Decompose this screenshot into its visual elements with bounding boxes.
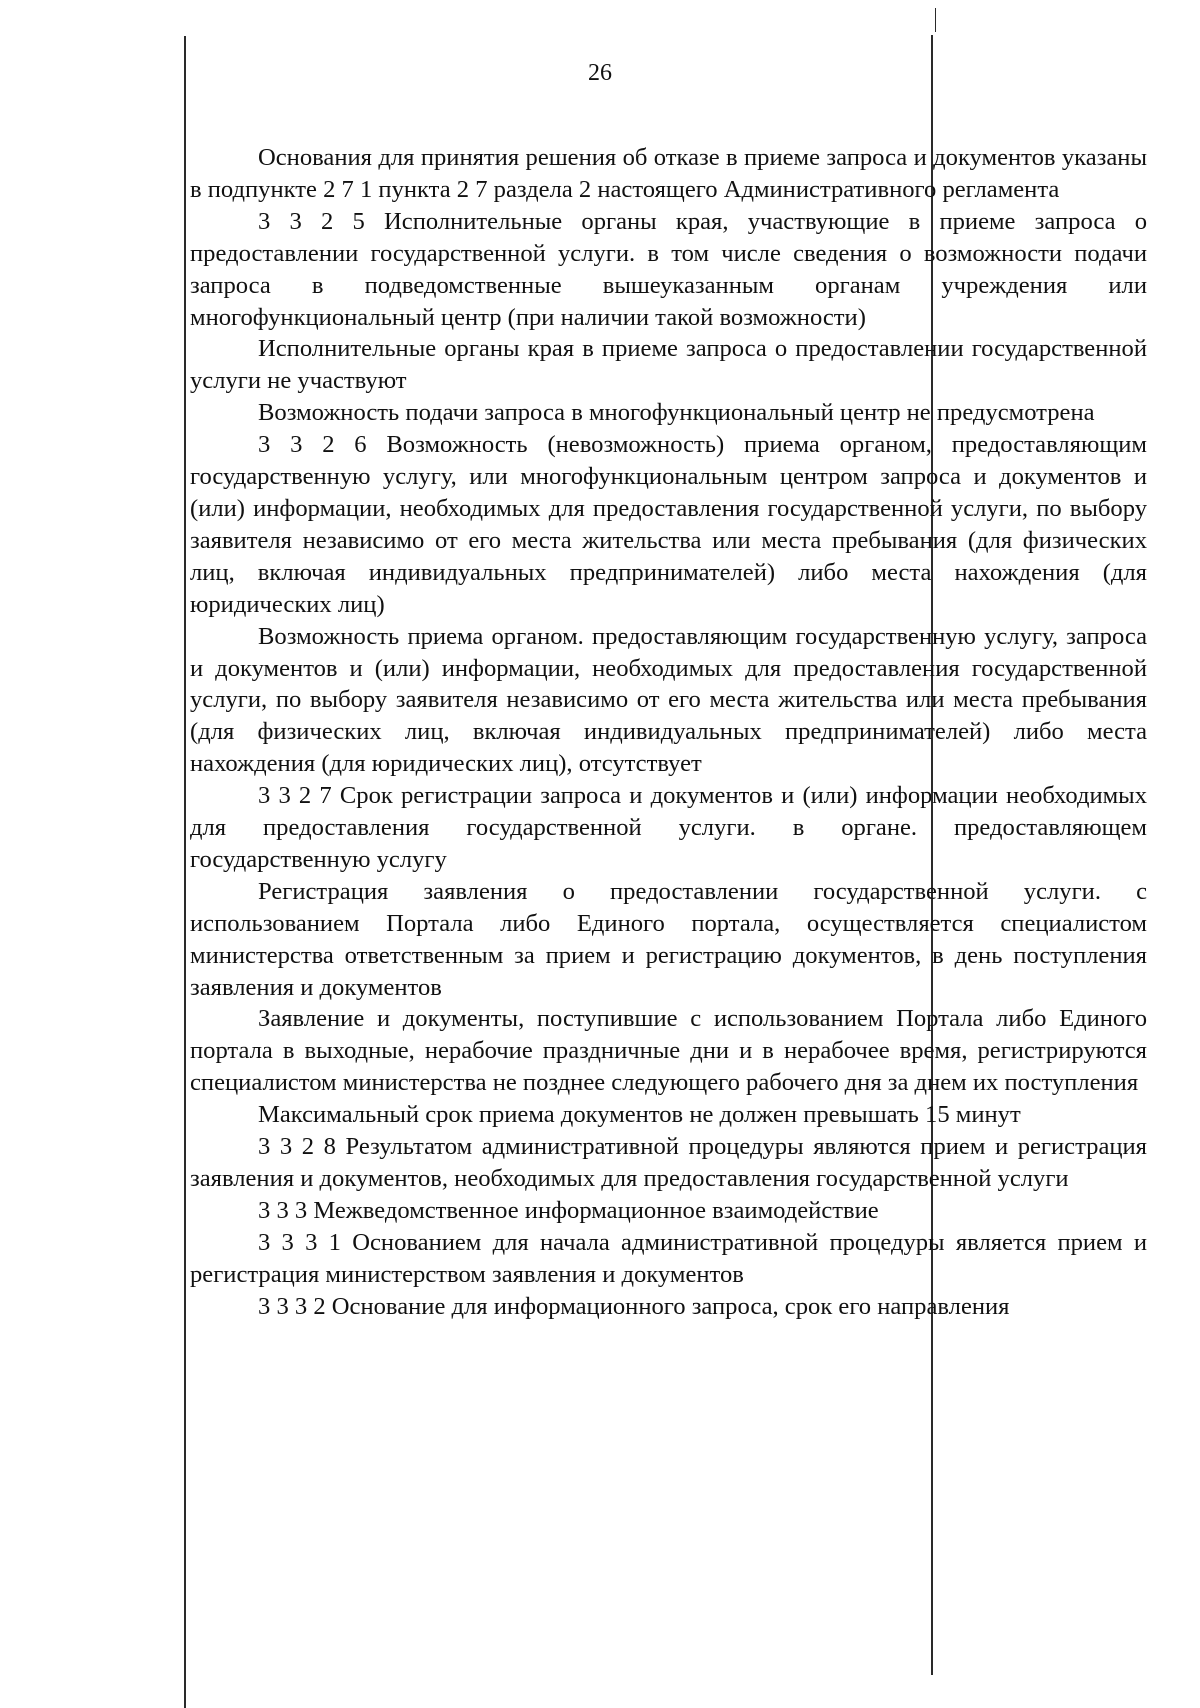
- scan-artifact-line-top: [935, 8, 936, 32]
- paragraph: Исполнительные органы края в приеме запроса о предоставлении государственной услуги не участвуют: [190, 335, 1147, 395]
- page-number: 26: [588, 60, 612, 86]
- paragraph: 3 3 2 5 Исполнительные органы края, участвующие в приеме запроса о предоставлении государственной услуги. в том числе сведения о возможности подачи запроса в подведомственные вышеуказанным органам учреждения или многофункциональный центр (при наличии такой возможности): [190, 207, 1147, 331]
- paragraph: 3 3 3 1 Основанием для начала административной процедуры является прием и регистрация министерством заявления и документов: [190, 1228, 1147, 1288]
- paragraph: 3 3 3 2 Основание для информационного запроса, срок его направления: [258, 1292, 1010, 1320]
- paragraph: Основания для принятия решения об отказе в приеме запроса и документов указаны в подпункте 2 7 1 пункта 2 7 раздела 2 настоящего Административного регламента: [190, 144, 1147, 203]
- section-heading: 3 3 3 Межведомственное информационное взаимодействие: [258, 1196, 879, 1224]
- paragraph: 3 3 2 6 Возможность (невозможность) приема органом, предоставляющим государственную услугу, или многофункциональным центром запроса и документов и (или) информации, необходимых для предоставления государственной услуги, по выбору заявителя независимо от его места жительства или места пребывания (для физических лиц, включая индивидуальных предпринимателей) либо места нахождения (для юридических лиц): [190, 431, 1147, 618]
- paragraph: Возможность подачи запроса в многофункциональный центр не предусмотрена: [258, 399, 1095, 427]
- document-body: [190, 142, 1147, 1323]
- paragraph: 3 3 2 8 Результатом административной процедуры являются прием и регистрация заявления и документов, необходимых для предоставления государственной услуги: [190, 1133, 1147, 1192]
- paragraph: 3 3 2 7 Срок регистрации запроса и документов и (или) информации необходимых для предоставления государственной услуги. в органе. предоставляющем государственную услугу: [190, 782, 1147, 873]
- paragraph: Заявление и документы, поступившие с использованием Портала либо Единого портала в выходные, нерабочие праздничные дни и в нерабочее время, регистрируются специалистом министерства не позднее следующего рабочего дня за днем их поступления: [190, 1005, 1147, 1097]
- scan-artifact-line-left: [184, 36, 186, 1708]
- paragraph: Максимальный срок приема документов не должен превышать 15 минут: [258, 1101, 1021, 1129]
- paragraph: Регистрация заявления о предоставлении государственной услуги. с использованием Портала либо Единого портала, осуществляется специалистом министерства ответственным за прием и регистрацию документов, в день поступления заявления и документов: [190, 877, 1147, 1001]
- paragraph: Возможность приема органом. предоставляющим государственную услугу, запроса и документов и (или) информации, необходимых для предоставления государственной услуги, по выбору заявителя независимо от его места жительства или места пребывания (для физических лиц, включая индивидуальных предпринимателей) либо места нахождения (для юридических лиц), отсутствует: [190, 622, 1147, 778]
